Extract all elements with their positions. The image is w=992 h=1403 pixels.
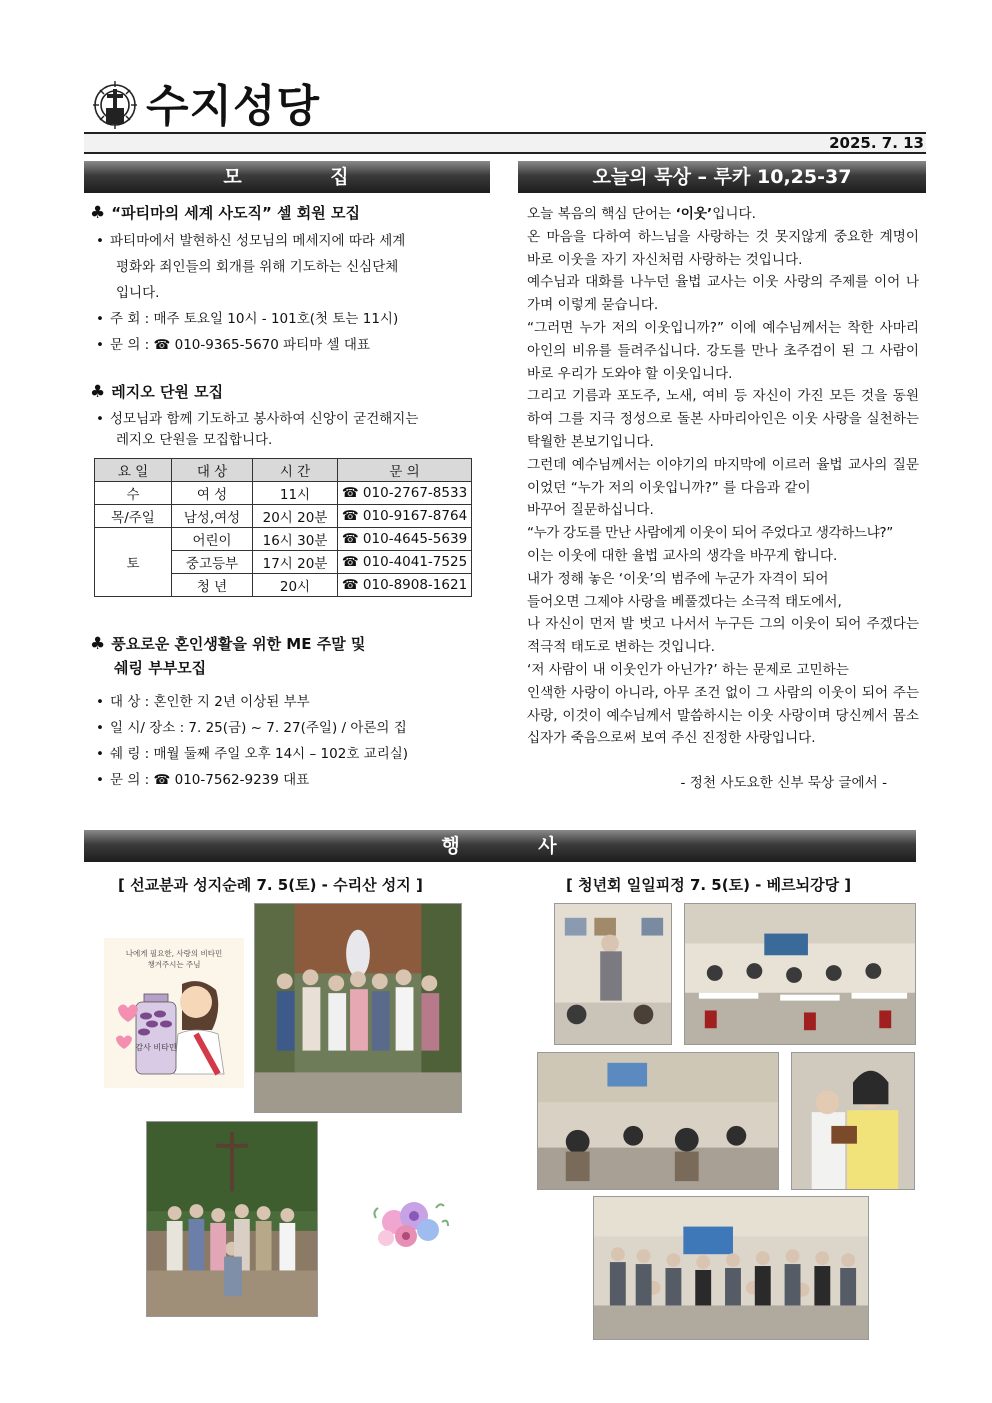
pilgrimage-caption: [ 선교분과 성지순례 7. 5(토) - 수리산 성지 ] <box>118 876 423 894</box>
retreat-photo-circle <box>537 1052 779 1190</box>
recruit-banner: 모 집 <box>84 161 490 193</box>
table-cell: 여 성 <box>172 482 253 505</box>
table-cell: 20시 20분 <box>253 505 338 528</box>
crucifix-group-photo <box>146 1121 318 1317</box>
legio-section <box>90 381 490 451</box>
list-item: • 문 의 : ☎ 010-9365-5670 파티마 셀 대표 <box>96 337 370 353</box>
list-item: • 파티마에서 발현하신 성모님의 메세지에 따라 세계 <box>96 233 406 249</box>
events-banner: 행 사 <box>84 830 916 862</box>
table-row <box>95 528 472 551</box>
table-header: 대 상 <box>172 459 253 482</box>
club-icon: ♣ <box>90 382 106 402</box>
vitamin-illustration <box>104 938 244 1088</box>
list-item: • 문 의 : ☎ 010-7562-9239 대표 <box>96 772 310 788</box>
retreat-photo-hall <box>684 903 916 1045</box>
pilgrimage-group-photo <box>254 903 462 1113</box>
list-item: • 쉐 링 : 매월 둘째 주일 오후 14시 – 102호 교리실) <box>96 746 409 762</box>
flower-bouquet-illustration <box>366 1188 454 1260</box>
legio-schedule-table <box>94 458 472 597</box>
table-cell: 중고등부 <box>172 551 253 574</box>
meditation-paragraph: “누가 강도를 만난 사람에게 이웃이 되어 주었다고 생각하느냐?” <box>527 525 893 542</box>
meditation-paragraph: 온 마음을 다하여 하느님을 사랑하는 것 못지않게 중요한 계명이 바로 이웃을 자기 자신처럼 사랑하는 것입니다. <box>527 228 919 268</box>
table-row <box>95 505 472 528</box>
me-heading: ♣ 풍요로운 혼인생활을 위한 ME 주말 및 <box>90 634 366 654</box>
table-cell: 16시 30분 <box>253 528 338 551</box>
table-cell: 목/주일 <box>95 505 172 528</box>
table-cell: ☎ 010-9167-8764 <box>338 505 472 528</box>
table-header: 시 간 <box>253 459 338 482</box>
svg-text:챙겨주시는 주님: 챙겨주시는 주님 <box>147 960 201 969</box>
table-header: 문 의 <box>338 459 472 482</box>
list-item: • 성모님과 함께 기도하고 봉사하여 신앙이 굳건해지는 <box>96 411 419 427</box>
meditation-paragraph: 예수님과 대화를 나누던 율법 교사는 이웃 사랑의 주제를 이어 나가며 이렇게 묻습니다. <box>527 274 919 314</box>
list-item: • 일 시/ 장소 : 7. 25(금) ~ 7. 27(주일) / 아론의 집 <box>96 720 407 736</box>
table-cell: ☎ 010-4645-5639 <box>338 528 472 551</box>
meditation-paragraph: 바꾸어 질문하십니다. <box>527 502 654 519</box>
legio-heading: ♣ 레지오 단원 모집 <box>90 382 224 402</box>
meditation-banner: 오늘의 묵상 – 루카 10,25-37 <box>518 161 926 193</box>
table-row <box>95 482 472 505</box>
masthead-rule <box>84 132 926 154</box>
list-item: 입니다. <box>116 285 160 301</box>
meditation-paragraph: 그런데 예수님께서는 이야기의 마지막에 이르러 율법 교사의 질문이었던 “누가 저의 이웃입니까?” 를 다음과 같이 <box>527 456 919 496</box>
meditation-paragraph: 인색한 사랑이 아니라, 아무 조건 없이 그 사람의 이웃이 되어 주는 사랑, 이것이 예수님께서 말씀하시는 이웃 사랑이며 당신께서 몸소 십자가 죽음으로써 보여 주신 진정한 사랑입니다. <box>527 684 919 747</box>
table-cell: 수 <box>95 482 172 505</box>
list-item: 평화와 죄인들의 회개를 위해 기도하는 신심단체 <box>116 259 399 275</box>
parish-title: 수지성당 <box>146 81 321 132</box>
retreat-photo-smiling <box>791 1052 915 1190</box>
svg-text:나에게 필요한, 사랑의 비타민: 나에게 필요한, 사랑의 비타민 <box>125 949 223 958</box>
meditation-paragraph: “그러면 누가 저의 이웃입니까?” 이에 예수님께서는 착한 사마리아인의 비유를 들려주십니다. 강도를 만나 초주검이 된 그 사람이 바로 우리가 도와야 할 이웃입니다. <box>527 319 919 382</box>
table-cell: 11시 <box>253 482 338 505</box>
meditation-paragraph: 오늘 복음의 핵심 단어는 ‘이웃’입니다. <box>527 206 756 222</box>
me-section <box>90 633 490 793</box>
table-cell: 토 <box>95 528 172 597</box>
issue-date: 2025. 7. 13 <box>829 134 924 152</box>
table-cell: 20시 <box>253 574 338 597</box>
parish-logo-icon <box>92 78 138 132</box>
fatima-heading: ♣ “파티마의 세계 사도직” 셀 회원 모집 <box>90 203 360 223</box>
fatima-section <box>90 202 490 358</box>
list-item: • 대 상 : 혼인한 지 2년 이상된 부부 <box>96 694 310 710</box>
meditation-paragraph: 들어오면 그제야 사랑을 베풀겠다는 소극적 태도에서, <box>527 593 842 610</box>
club-icon: ♣ <box>90 203 106 223</box>
meditation-paragraph: 이는 이웃에 대한 율법 교사의 생각을 바꾸게 합니다. <box>527 547 838 564</box>
list-item: 레지오 단원을 모집합니다. <box>116 432 273 448</box>
retreat-photo-group <box>593 1196 869 1340</box>
me-heading-line2: 쉐링 부부모집 <box>114 659 207 677</box>
club-icon: ♣ <box>90 634 106 654</box>
table-cell: 남성,여성 <box>172 505 253 528</box>
table-header: 요 일 <box>95 459 172 482</box>
table-cell: ☎ 010-4041-7525 <box>338 551 472 574</box>
meditation-body <box>527 203 919 750</box>
table-cell: ☎ 010-8908-1621 <box>338 574 472 597</box>
meditation-paragraph: 나 자신이 먼저 발 벗고 나서서 누구든 그의 이웃이 되어 주겠다는 적극적 태도로 변하는 것입니다. <box>527 616 919 656</box>
meditation-source: - 정천 사도요한 신부 묵상 글에서 - <box>680 775 887 791</box>
table-cell: 17시 20분 <box>253 551 338 574</box>
list-item: • 주 회 : 매주 토요일 10시 - 101호(첫 토는 11시) <box>96 311 399 327</box>
retreat-photo-speaker <box>554 903 672 1045</box>
meditation-paragraph: ‘저 사람이 내 이웃인가 아닌가?’ 하는 문제로 고민하는 <box>527 661 849 678</box>
svg-text:감사 비타민: 감사 비타민 <box>135 1043 177 1052</box>
table-cell: 어린이 <box>172 528 253 551</box>
table-cell: ☎ 010-2767-8533 <box>338 482 472 505</box>
table-header-row <box>95 459 472 482</box>
youth-retreat-caption: [ 청년회 일일피정 7. 5(토) - 베르뇌강당 ] <box>566 876 852 894</box>
table-cell: 청 년 <box>172 574 253 597</box>
meditation-paragraph: 내가 정해 놓은 ‘이웃’의 범주에 누군가 자격이 되어 <box>527 570 829 587</box>
meditation-paragraph: 그리고 기름과 포도주, 노새, 여비 등 자신이 가진 모든 것을 동원하여 그를 지극 정성으로 돌본 사마리아인은 이웃 사랑을 실천하는 탁월한 본보기입니다. <box>527 388 919 450</box>
